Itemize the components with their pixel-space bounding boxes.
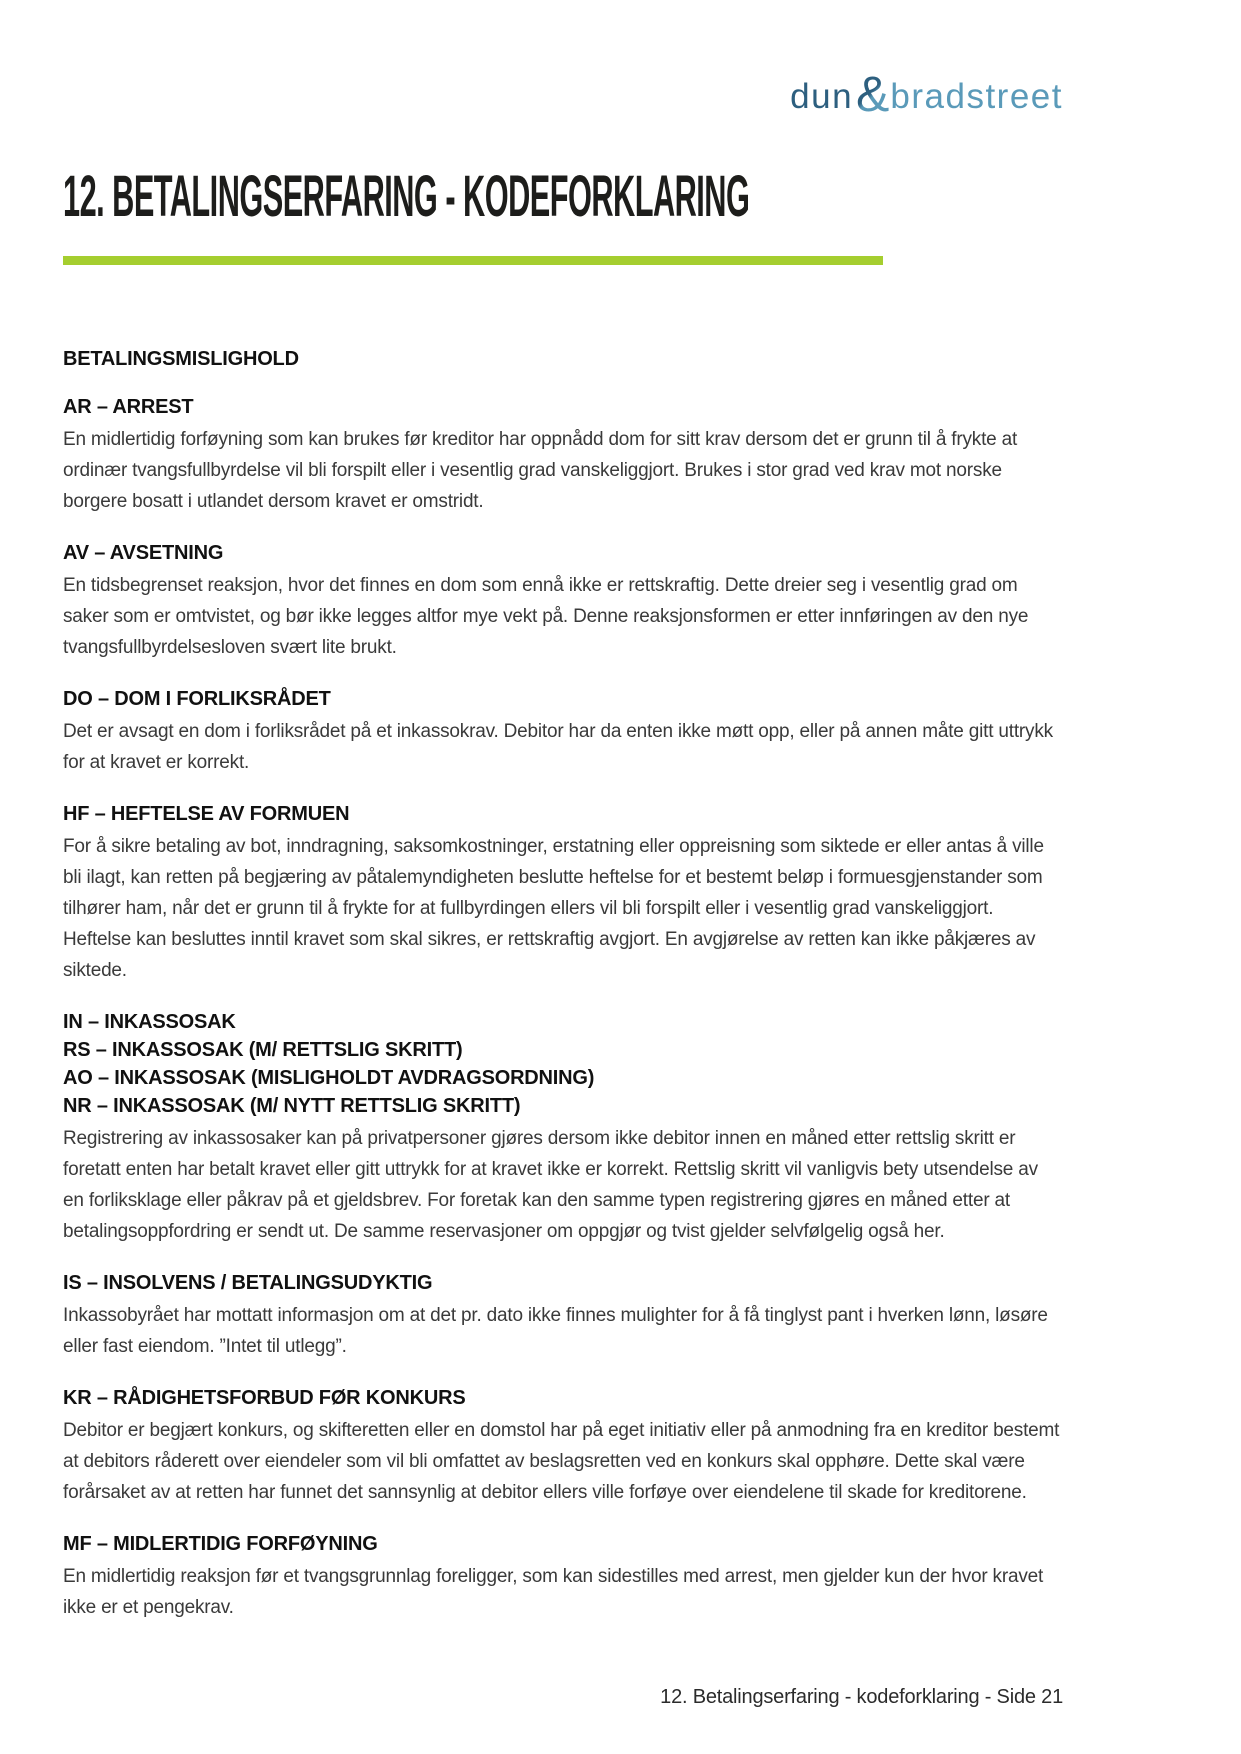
code-heading: DO – DOM I FORLIKSRÅDET <box>63 688 331 710</box>
intro-heading: BETALINGSMISLIGHOLD <box>63 348 299 370</box>
code-heading: AV – AVSETNING <box>63 542 224 564</box>
code-section <box>63 800 1063 986</box>
code-heading: AR – ARREST <box>63 396 194 418</box>
content-column <box>63 0 1063 1754</box>
code-description: En midlertidig forføyning som kan brukes før kreditor har oppnådd dom for sitt krav dersom det er grunn til å frykte at ordinær tvangsfullbyrdelse vil bli forspilt eller i vesentlig grad vanskeliggjort. Brukes i stor grad ved krav mot norske borgere bosatt i utlandet dersom kravet er omstridt. <box>63 429 1018 512</box>
code-section <box>63 393 1063 517</box>
code-section <box>63 1530 1063 1623</box>
code-heading: NR – INKASSOSAK (M/ NYTT RETTSLIG SKRITT) <box>63 1095 521 1117</box>
code-description: En midlertidig reaksjon før et tvangsgrunnlag foreligger, som kan sidestilles med arrest, men gjelder kun der hvor kravet ikke er et pengekrav. <box>63 1566 1044 1618</box>
code-description: Det er avsagt en dom i forliksrådet på et inkassokrav. Debitor har da enten ikke møtt opp, eller på annen måte gitt uttrykk for at kravet er korrekt. <box>63 721 1053 773</box>
logo-text-dun: dun <box>790 77 854 116</box>
code-section <box>63 685 1063 778</box>
page-title: 12. BETALINGSERFARING - KODEFORKLARING <box>63 164 750 229</box>
code-heading: RS – INKASSOSAK (M/ RETTSLIG SKRITT) <box>63 1039 463 1061</box>
code-description: Inkassobyrået har mottatt informasjon om at det pr. dato ikke finnes mulighter for å få tinglyst pant i hverken lønn, løsøre eller fast eiendom. ”Intet til utlegg”. <box>63 1305 1048 1357</box>
code-description: En tidsbegrenset reaksjon, hvor det finnes en dom som ennå ikke er rettskraftig. Dette dreier seg i vesentlig grad om saker som er omtvistet, og bør ikke legges altfor mye vekt på. Denne reaksjonsformen er etter innføringen av den nye tvangsfullbyrdelsesloven svært lite brukt. <box>63 575 1029 658</box>
code-heading: MF – MIDLERTIDIG FORFØYNING <box>63 1533 378 1555</box>
logo-text-bradstreet: bradstreet <box>890 77 1063 116</box>
code-section <box>63 539 1063 663</box>
code-description: Registrering av inkassosaker kan på privatpersoner gjøres dersom ikke debitor innen en måned etter rettslig skritt er foretatt enten har betalt kravet eller gitt uttrykk for at kravet ikke er korrekt. Rettslig skritt vil vanligvis bety utsendelse av en forliksklage eller påkrav på et gjeldsbrev. For foretak kan den samme typen registrering gjøres en måned etter at betalingsoppfordring er sendt ut. De samme reservasjoner om oppgjør og tvist gjelder selvfølgelig også her. <box>63 1128 1038 1242</box>
page-footer: 12. Betalingserfaring - kodeforklaring - Side 21 <box>660 1686 1063 1708</box>
code-heading: IS – INSOLVENS / BETALINGSUDYKTIG <box>63 1272 433 1294</box>
code-heading: AO – INKASSOSAK (MISLIGHOLDT AVDRAGSORDNING) <box>63 1067 595 1089</box>
code-heading: IN – INKASSOSAK <box>63 1011 236 1033</box>
dun-and-bradstreet-logo <box>790 66 1063 122</box>
code-heading: HF – HEFTELSE AV FORMUEN <box>63 803 350 825</box>
code-description: For å sikre betaling av bot, inndragning, saksomkostninger, erstatning eller oppreisning som siktede er eller antas å ville bli ilagt, kan retten på begjæring av påtalemyndigheten beslutte heftelse for et bestemt beløp i formuesgjenstander som tilhører ham, når det er grunn til å frykte for at fullbyrdingen ellers vil bli forspilt eller i vesentlig grad vanskeliggjort. Heftelse kan besluttes inntil kravet som skal sikres, er rettskraftig avgjort. En avgjørelse av retten kan ikke påkjæres av siktede. <box>63 836 1044 981</box>
logo-ampersand-icon: & <box>856 66 890 122</box>
code-description: Debitor er begjært konkurs, og skifteretten eller en domstol har på eget initiativ eller på anmodning fra en kreditor bestemt at debitors råderett over eiendeler som vil bli omfattet av beslagsretten ved en konkurs skal opphøre. Dette skal være forårsaket av at retten har funnet det sannsynlig at debitor ellers ville forføye over eiendelene til skade for kreditorene. <box>63 1420 1060 1503</box>
code-section <box>63 1384 1063 1508</box>
code-section <box>63 1008 1063 1247</box>
sections <box>63 393 1063 1623</box>
accent-rule <box>63 256 883 265</box>
code-heading: KR – RÅDIGHETSFORBUD FØR KONKURS <box>63 1387 466 1409</box>
code-section <box>63 1269 1063 1362</box>
